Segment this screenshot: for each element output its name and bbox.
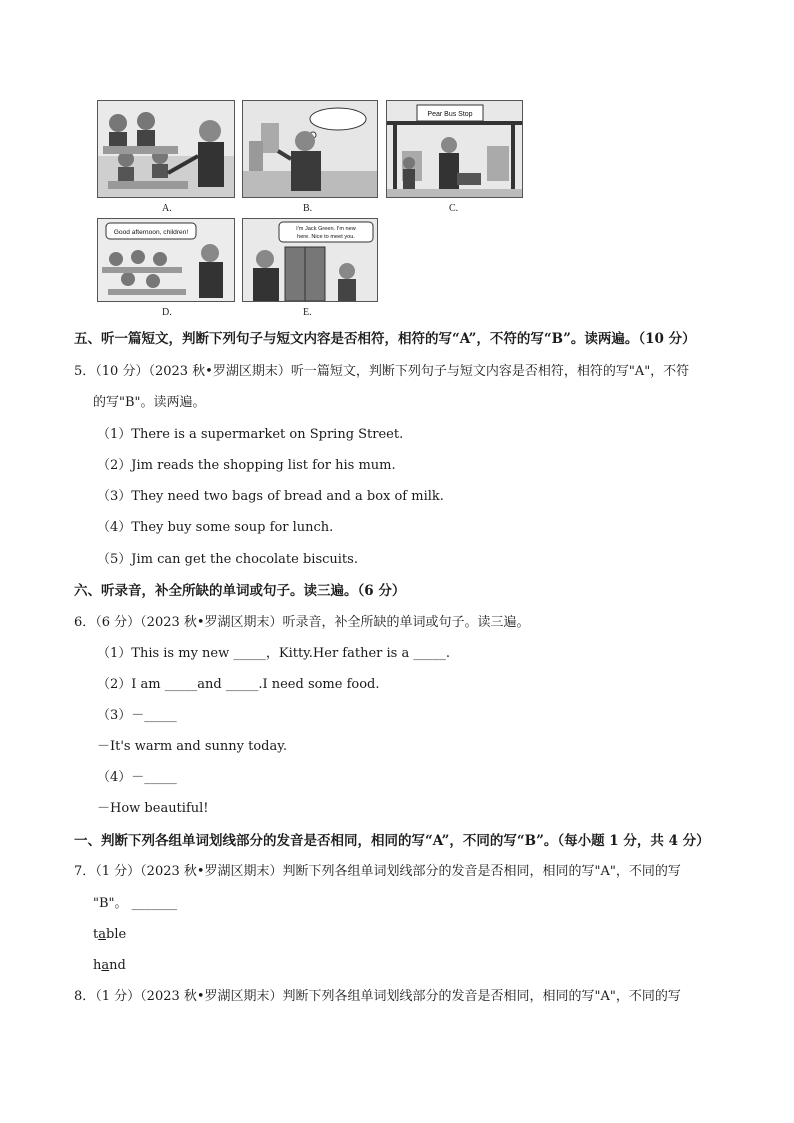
picture-d-caption: D. xyxy=(162,307,172,318)
classroom-greeting-illustration xyxy=(98,219,234,301)
question-5-item-3: （3）They need two bags of bread and a box of milk. xyxy=(97,489,444,504)
word-table xyxy=(93,927,126,943)
question-5-text: 5．（10 分）（2023 秋•罗湖区期末）听一篇短文，判断下列句子与短文内容是否相符，相符的写"A"，不符 xyxy=(74,364,690,379)
word-table-underlined: a xyxy=(98,927,106,942)
man-thinking-illustration xyxy=(243,101,377,197)
picture-a xyxy=(97,100,235,198)
word-table-prefix: t xyxy=(93,927,99,942)
student-speech-bubble-line2: here. Nice to meet you. xyxy=(297,234,355,240)
question-5-text-cont: 的写"B"。读两遍。 xyxy=(93,395,206,410)
classroom-teacher-illustration xyxy=(98,101,234,197)
section-6-heading: 六、听录音，补全所缺的单词或句子。读三遍。（6 分） xyxy=(74,583,406,599)
question-6-item-1: （1）This is my new _____，Kitty.Her father is a _____. xyxy=(97,646,450,661)
question-6-item-2: （2）I am _____and _____.I need some food. xyxy=(97,677,380,692)
picture-e-caption: E. xyxy=(303,307,312,318)
question-7-text: 7．（1 分）（2023 秋•罗湖区期末）判断下列各组单词划线部分的发音是否相同，相同的写"A"，不同的写 xyxy=(74,864,681,879)
question-5-item-4: （4）They buy some soup for lunch. xyxy=(97,520,334,535)
picture-e xyxy=(242,218,378,302)
question-7-text-cont: "B"。 _______ xyxy=(93,896,178,911)
question-5-item-2: （2）Jim reads the shopping list for his mum. xyxy=(97,458,396,473)
bus-stop-illustration xyxy=(387,101,522,197)
question-8-text: 8．（1 分）（2023 秋•罗湖区期末）判断下列各组单词划线部分的发音是否相同，相同的写"A"，不同的写 xyxy=(74,989,681,1004)
picture-c-caption: C. xyxy=(449,203,459,214)
picture-d xyxy=(97,218,235,302)
question-5-item-5: （5）Jim can get the chocolate biscuits. xyxy=(97,552,358,567)
question-6-item-4-answer: －How beautiful! xyxy=(97,801,209,816)
word-hand-suffix: nd xyxy=(109,958,126,973)
question-6-item-4: （4）－_____ xyxy=(97,770,177,785)
teacher-speech-bubble: Good afternoon, children! xyxy=(113,229,189,236)
word-hand xyxy=(93,958,126,974)
word-hand-underlined: a xyxy=(101,958,110,973)
word-table-suffix: ble xyxy=(106,927,127,942)
new-student-introduction-illustration xyxy=(243,219,377,301)
question-6-item-3: （3）－_____ xyxy=(97,708,177,723)
question-5-item-1: （1）There is a supermarket on Spring Street. xyxy=(97,427,404,442)
picture-b xyxy=(242,100,378,198)
picture-b-caption: B. xyxy=(303,203,313,214)
question-6-item-3-answer: －It's warm and sunny today. xyxy=(97,739,288,754)
section-1-heading: 一、判断下列各组单词划线部分的发音是否相同，相同的写“A”，不同的写“B”。（每小题 1 分，共 4 分） xyxy=(74,833,710,849)
student-speech-bubble-line1: I'm Jack Green. I'm new xyxy=(296,226,356,232)
word-hand-prefix: h xyxy=(93,958,102,973)
bus-stop-sign-text: Pear Bus Stop xyxy=(427,111,473,118)
picture-c xyxy=(386,100,523,198)
picture-a-caption: A. xyxy=(162,203,172,214)
question-6-text: 6．（6 分）（2023 秋•罗湖区期末）听录音，补全所缺的单词或句子。读三遍。 xyxy=(74,615,530,630)
section-5-heading: 五、听一篇短文，判断下列句子与短文内容是否相符，相符的写“A”，不符的写“B”。读两遍。（10 分） xyxy=(74,331,696,347)
